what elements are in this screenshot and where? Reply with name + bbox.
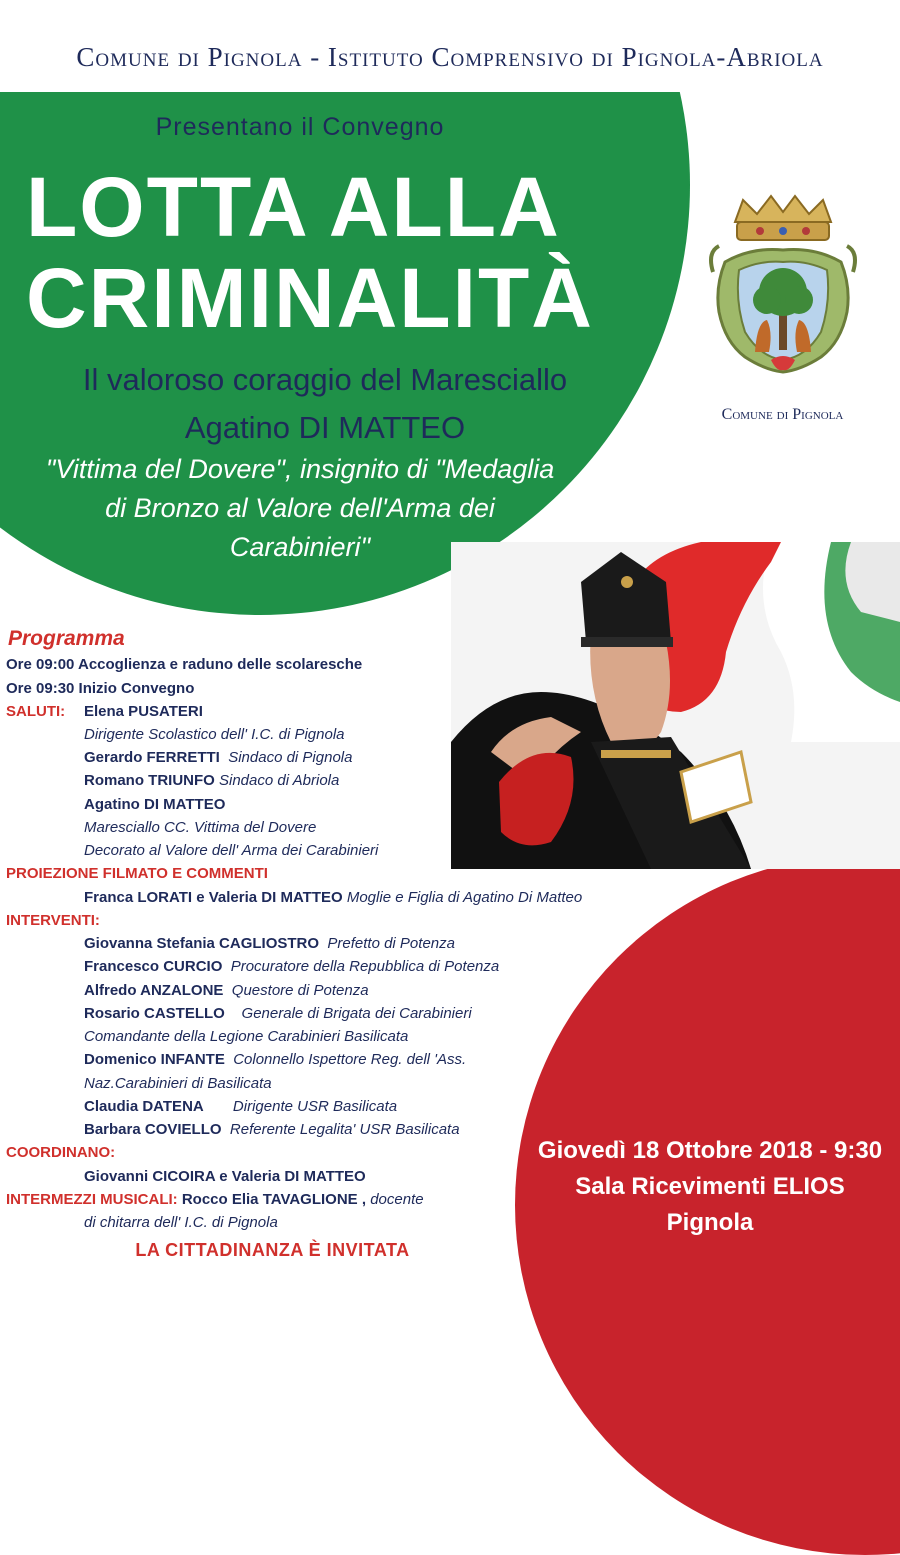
speaker-role: Referente Legalita' USR Basilicata	[229, 1121, 460, 1138]
speaker-role: Dirigente Scolastico dell' I.C. di Pignola	[84, 726, 345, 743]
speaker-role: Maresciallo CC. Vittima del Dovere	[84, 819, 317, 836]
saluti-label: SALUTI:	[6, 703, 66, 720]
speaker-name: Elena PUSATERI	[84, 703, 203, 720]
speaker-role: Questore di Potenza	[231, 982, 369, 999]
event-venue: Sala Ricevimenti ELIOS	[575, 1173, 845, 1200]
interventi-label: INTERVENTI:	[6, 912, 100, 929]
speaker-entry	[84, 1098, 397, 1115]
quote-line-1: "Vittima del Dovere", insignito di "Medaglia	[45, 454, 555, 484]
speaker-name: Romano TRIUNFO	[84, 772, 215, 789]
intro-text: Presentano il Convegno	[155, 113, 445, 141]
speaker-role: Moglie e Figlia di Agatino Di Matteo	[346, 889, 583, 906]
speaker-entry	[84, 982, 369, 999]
speaker-name: Gerardo FERRETTI	[84, 749, 220, 766]
speaker-entry	[84, 1121, 460, 1138]
speaker-entry	[84, 1005, 472, 1022]
speaker-entry	[84, 772, 339, 789]
speaker-role: Procuratore della Repubblica di Potenza	[230, 958, 500, 975]
speaker-name: Giovanna Stefania CAGLIOSTRO	[84, 935, 320, 952]
speaker-role: Sindaco di Pignola	[228, 749, 353, 766]
carabiniere-salute-image	[451, 542, 900, 869]
event-town: Pignola	[666, 1209, 754, 1236]
speaker-name: Francesco CURCIO	[84, 958, 223, 975]
speaker-name: Rosario CASTELLO	[84, 1005, 225, 1022]
intermezzi-label: INTERMEZZI MUSICALI:	[6, 1191, 178, 1208]
speaker-name: Agatino DI MATTEO	[84, 796, 226, 813]
quote-line-2: di Bronzo al Valore dell'Arma dei	[105, 493, 495, 524]
speaker-role: Comandante della Legione Carabinieri Basilicata	[84, 1028, 409, 1045]
event-subtitle	[0, 356, 650, 452]
speaker-role: Naz.Carabinieri di Basilicata	[84, 1075, 272, 1092]
speaker-entry	[84, 749, 352, 766]
event-date: Giovedì 18 Ottobre 2018 - 9:30	[537, 1137, 883, 1164]
speaker-role: Colonnello Ispettore Reg. dell 'Ass.	[233, 1051, 467, 1068]
invitation-text: LA CITTADINANZA È INVITATA	[135, 1240, 410, 1260]
musician-name: Rocco Elia TAVAGLIONE ,	[181, 1191, 367, 1208]
music-entry	[6, 1191, 424, 1208]
speaker-role: Sindaco di Abriola	[219, 772, 340, 789]
speaker-name: Claudia DATENA	[84, 1098, 204, 1115]
speaker-role: Dirigente USR Basilicata	[232, 1098, 398, 1115]
speaker-role: Decorato al Valore dell' Arma dei Carabinieri	[84, 842, 379, 859]
speaker-name: Domenico INFANTE	[84, 1051, 225, 1068]
program-time-1: Ore 09:00 Accoglienza e raduno delle scolaresche	[6, 656, 363, 673]
speaker-name: Alfredo ANZALONE	[84, 982, 224, 999]
speaker-entry	[84, 1051, 466, 1068]
event-title	[26, 162, 646, 343]
title-line-2: CRIMINALITÀ	[26, 250, 594, 345]
speaker-entry	[84, 935, 455, 952]
speaker-entry	[84, 889, 582, 906]
speaker-name: Franca LORATI e Valeria DI MATTEO	[84, 889, 343, 906]
proiezione-label: PROIEZIONE FILMATO E COMMENTI	[6, 865, 268, 882]
program-title: Programma	[8, 627, 125, 650]
title-line-1: LOTTA ALLA	[26, 160, 561, 254]
coordinators: Giovanni CICOIRA e Valeria DI MATTEO	[84, 1168, 366, 1185]
page-header: Comune di Pignola - Istituto Comprensivo di Pignola-Abriola	[76, 42, 824, 72]
speaker-role: Prefetto di Potenza	[327, 935, 455, 952]
subtitle-line-2: Agatino DI MATTEO	[184, 410, 466, 446]
program-time-2: Ore 09:30 Inizio Convegno	[6, 680, 195, 697]
speaker-name: Barbara COVIELLO	[84, 1121, 222, 1138]
coat-of-arms-icon	[705, 192, 860, 392]
quote-line-3: Carabinieri"	[229, 532, 371, 563]
speaker-role: Generale di Brigata dei Carabinieri	[241, 1005, 472, 1022]
musician-role: di chitarra dell' I.C. di Pignola	[84, 1214, 278, 1231]
coat-of-arms-label: Comune di Pignola	[721, 406, 844, 423]
event-details	[520, 1133, 900, 1241]
subtitle-line-1: Il valoroso coraggio del Maresciallo	[82, 362, 568, 397]
speaker-entry	[84, 958, 499, 975]
musician-role: docente	[370, 1191, 424, 1208]
coordinano-label: COORDINANO:	[6, 1144, 116, 1161]
